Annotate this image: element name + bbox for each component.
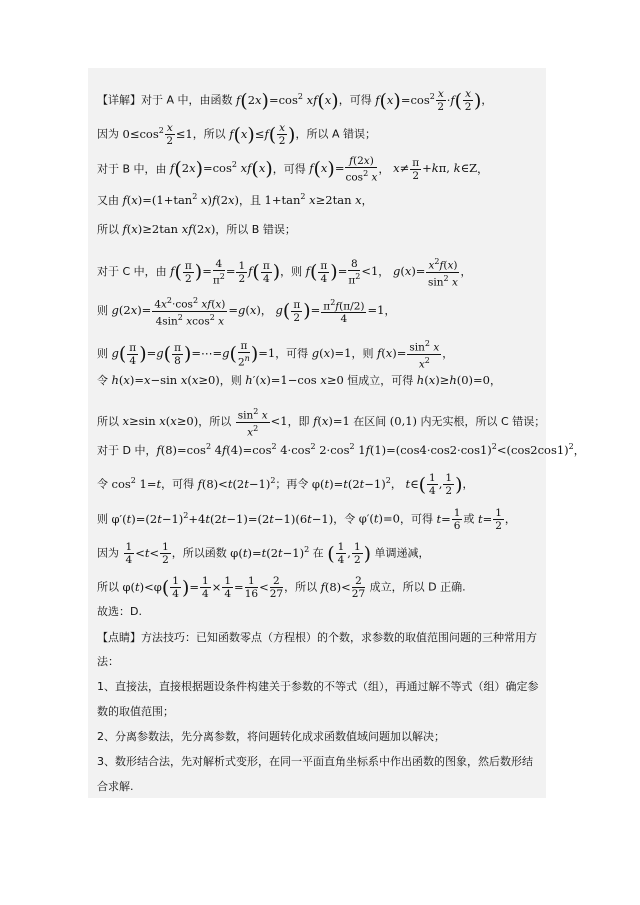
solution-line-13: 则 $\varphi'(t)=(2t-1)^2+4t(2t-1)=(2t-1)(6t-1)$，令 φ′(t)=0，可得 t= $\frac{1}{6}$ 或 t= $\frac{1}{2}$ ， (97, 507, 516, 532)
tip-line-7: 合求解. (97, 780, 134, 793)
tip-line-3: 1、直接法，直接根据题设条件构建关于参数的不等式（组），再通过解不等式（组）确定参 (97, 680, 539, 693)
solution-line-10: 所以 x≥sin x(x≥0)，所以 $\frac{\sin^2 x}{x^2}$ <1，即 f(x)=1 在区间 (0,1) 内无实根，所以 C 错误； (97, 407, 546, 438)
tip-line-2: 法： (97, 655, 119, 668)
solution-line-7: 则 g(2x)= $\frac{4x^2\cdot\cos^2 xf(x)}{4\sin^2 xcos^2 x}$ =g(x)， g( $\frac{\pi}{2}$ )= $\frac{\pi^2f(\pi/2)}{4}$ =1， (97, 296, 396, 327)
solution-line-5: 所以 f(x)≥2tan xf(2x)，所以 B 错误； (97, 222, 296, 236)
tip-line-1: 【点睛】方法技巧：已知函数零点（方程根）的个数，求参数的取值范围问题的三种常用方 (97, 631, 537, 644)
solution-line-15: 所以 φ(t)<φ( $\frac{1}{4}$ )= $\frac{1}{4}$ × $\frac{1}{4}$ = $\frac{1}{16}$ < $\frac{2}{27}$ ，所以 f(8)< $\frac{2}{27}$ 成立，所以 D 正确. (97, 575, 466, 600)
solution-line-8: 则 g( $\frac{\pi}{4}$ )=g( $\frac{\pi}{8}$ )=⋯=g( $\frac{\pi}{2^n}$ )=1，可得 g(x)=1，则 f(x)= $\frac{\sin^2 x}{x^2}$ ， (97, 339, 454, 370)
tip-label: 【点睛】 (97, 631, 141, 644)
solution-line-2: 因为 $0\le\cos^2$ $\frac{x}{2}$ ≤1，所以 f(x)≤f( $\frac{x}{2}$ )，所以 A 错误； (97, 122, 376, 147)
tip-line-6: 3、数形结合法，先对解析式变形，在同一平面直角坐标系中作出函数的图象，然后数形结 (97, 755, 533, 768)
solution-line-9: 令 h(x)=x−sin x(x≥0)，则 h′(x)=1−cos x≥0 恒成立，可得 h(x)≥h(0)=0， (97, 373, 501, 387)
solution-line-3: 对于 B 中，由 $f(2x)=\cos^2$ xf(x)，可得 f(x)= $\frac{f(2x)}{\cos^2 x}$ ， x≠ $\frac{\pi}{2}$ +kπ, k∈Z， (97, 155, 489, 184)
solution-line-4: 又由 $f(x)=(1+\tan^2$ x)f(2x)，且 $1+\tan^2$ x≥2tan x， (97, 192, 373, 207)
tip-line-5: 2、分离参数法，先分离参数，将问题转化成求函数值域问题加以解决； (97, 730, 445, 743)
solution-line-14: 因为 $\frac{1}{4}$ <t< $\frac{1}{2}$ ，所以函数 $\varphi(t)=t(2t-1)^2$ 在 ( $\frac{1}{4}$ , $\frac{1}{2}$ ) 单调递减， (97, 541, 430, 566)
answer-line: 故选：D. (97, 605, 142, 618)
solution-line-11: 对于 D 中，$f(8)=\cos^2$ $4f(4)=\cos^2$ $4\cdot\cos^2$ $2\cdot\cos^2$ $1f(1)=(\cos 4\cdot\cos 2\cdot\cos 1)^2<(\cos 2\cos 1)^2$， (97, 442, 585, 457)
detail-label: 【详解】 (97, 93, 141, 107)
solution-line-6: 对于 C 中，由 f( $\frac{\pi}{2}$ )= $\frac{4}{\pi^2}$ = $\frac{1}{2}$ f( $\frac{\pi}{4}$ )，则 f( $\frac{\pi}{4}$ )= $\frac{8}{\pi^2}$ <1， g(x)= $\frac{x^2f(x)}{\sin^2 x}$ ， (97, 257, 472, 288)
solution-line-1: 【详解】对于 A 中，由函数 $f(2x)=\cos^2$ xf(x)，可得 $f(x)=\cos^2$ $\frac{x}{2}$ ·f( $\frac{x}{2}$ )， (97, 88, 493, 113)
tip-line-4: 数的取值范围； (97, 705, 174, 718)
solution-line-12: 令 $\cos^2 1=t$，可得 $f(8)<t(2t-1)^2$；再令 $\varphi(t)=t(2t-1)^2$， t∈( $\frac{1}{4}$ , $\frac{1}{2}$ )， (97, 472, 474, 497)
